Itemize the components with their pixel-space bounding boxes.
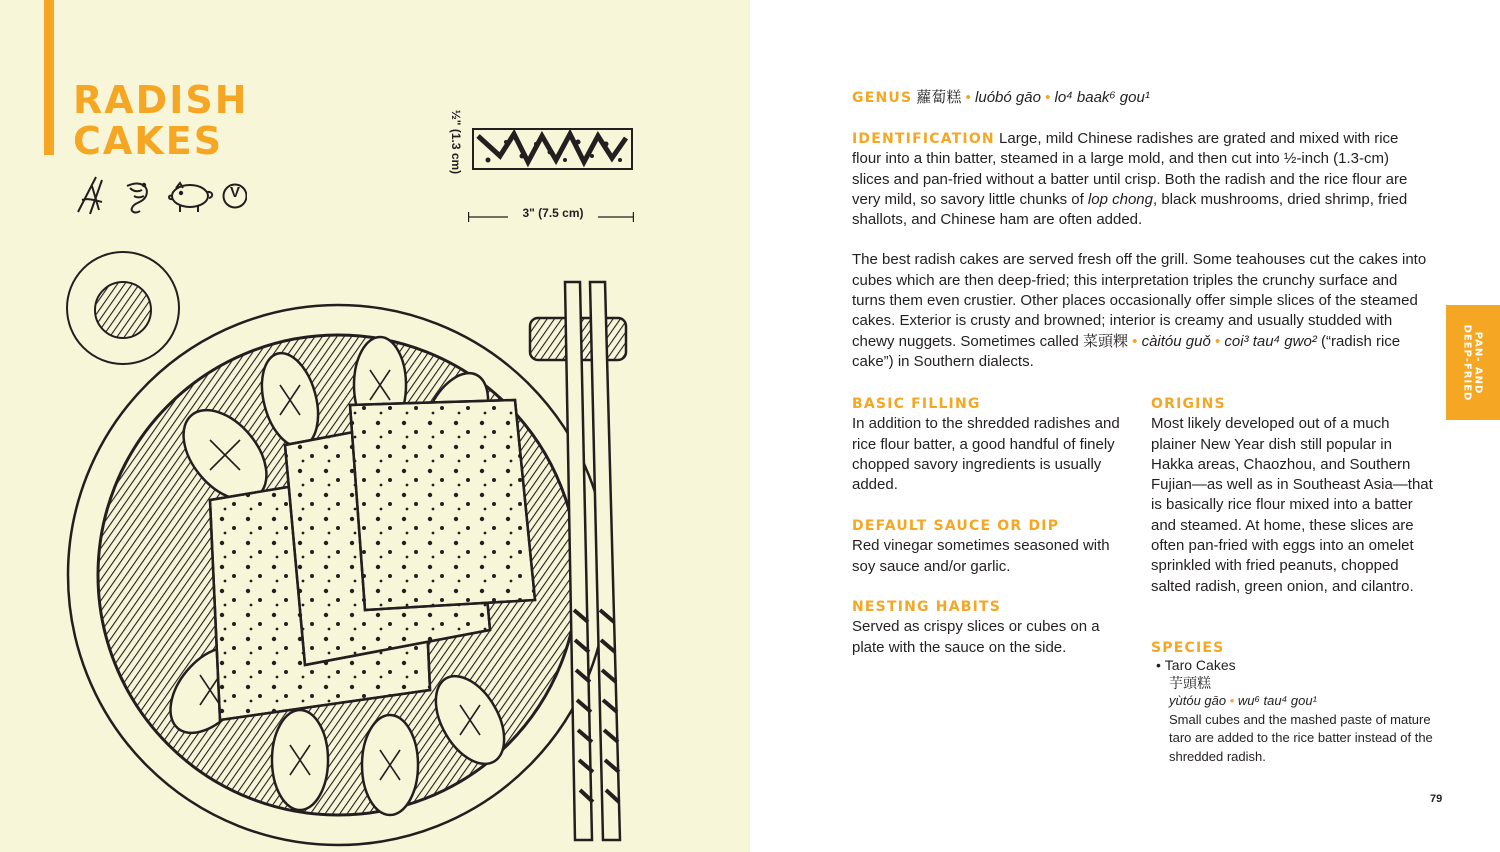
genus-mandarin: luóbó gāo [975,89,1041,106]
identification-label: IDENTIFICATION [852,131,995,147]
page-number: 79 [1430,793,1443,805]
separator-dot: • [965,89,971,106]
genus-cantonese: lo⁴ baak⁶ gou¹ [1054,89,1150,106]
species-name-line [1156,656,1456,674]
accent-bar [44,0,54,155]
bullet: • [1156,657,1165,673]
chapter-tab-line-1: PAN- AND [1472,331,1484,395]
nesting-habits-text: Served as crispy slices or cubes on a plate with the sauce on the side. [852,618,1100,656]
species-romanization [1169,692,1456,711]
species-mandarin: yùtóu gāo [1169,693,1227,708]
origins-label: ORIGINS [1151,396,1226,412]
chapter-tab-line-2: DEEP-FRIED [1461,324,1473,402]
identification-chinese: 菜頭粿 [1082,332,1128,350]
identification-pinyin: càitóu guǒ [1141,332,1211,350]
chopsticks-icon [78,177,102,214]
nesting-habits-section [852,597,1122,658]
separator-dot: • [1214,332,1221,350]
vegetarian-letter: V [229,184,240,201]
shrimp-icon [127,184,147,213]
separator-dot: • [1229,693,1235,708]
species-chinese: 芋頭糕 [1169,675,1211,691]
identification-section [852,129,1430,372]
title-line-2: CAKES [73,119,224,163]
chapter-tab-label [1462,306,1484,421]
identification-paragraph-1 [852,129,1430,230]
height-dimension-label: ½" (1.3 cm) [449,82,463,202]
default-sauce-text: Red vinegar sometimes seasoned with soy sauce and/or garlic. [852,537,1110,575]
identification-text-2b: (“radish rice cake”) in Southern dialects. [852,332,1401,370]
genus-label: GENUS [852,90,913,106]
basic-filling-label: BASIC FILLING [852,396,981,412]
identification-text-2a: The best radish cakes are served fresh off the grill. Some teahouses cut the cakes into cubes which are then deep-fried; this interpretation triples the crunchy surface and turns them even crustier. Other places occasionally offer simple slices of the steamed cakes. Exterior is crusty and browned; interior is creamy and usually studded with chewy nuggets. Sometimes called [852,251,1427,350]
species-item-taro-cakes [1156,656,1456,766]
title-line-1: RADISH [73,78,249,122]
pig-icon [169,183,212,212]
identification-paragraph-2 [852,250,1430,372]
species-description: Small cubes and the mashed paste of mature taro are added to the rice batter instead of the shredded radish. [1169,711,1433,764]
basic-filling-text: In addition to the shredded radishes and rice flour batter, a good handful of finely chopped savory ingredients is usually added. [852,415,1120,494]
identification-lop-chong: lop chong [1087,190,1153,208]
separator-dot: • [1045,89,1051,106]
origins-section [1151,394,1433,597]
species-name: Taro Cakes [1164,657,1236,673]
separator-dot: • [1132,332,1138,350]
default-sauce-section [852,516,1132,577]
radish-cakes-plate-illustration [60,250,640,850]
species-label: SPECIES [1151,640,1225,656]
species-details [1156,674,1456,766]
cake-slice-drawing [470,126,635,172]
nesting-habits-label: NESTING HABITS [852,599,1002,615]
species-cantonese: wu⁶ tau⁴ gou¹ [1237,693,1317,708]
category-icons [72,176,247,223]
genus-chinese: 蘿蔔糕 [916,89,962,106]
identification-dialect: coi³ tau⁴ gwo² [1224,332,1317,350]
basic-filling-section [852,394,1132,495]
width-dimension-label: 3" (7.5 cm) [508,206,598,220]
genus-section [852,88,1432,108]
origins-text: Most likely developed out of a much plainer New Year dish still popular in Hakka areas, Chaozhou, and Southern Fujian—as well as in Southeast Asia—that is basically rice flour mixed into a batter and steamed. At home, these slices are often pan-fried with eggs into an omelet sprinkled with fried peanuts, chopped salted radish, green onion, and cilantro. [1151,415,1433,595]
identification-text-1b: , black mushrooms, dried shrimp, fried shallots, and Chinese ham are often added. [852,190,1408,229]
page-title [73,80,249,162]
chapter-side-tab [1446,305,1500,420]
identification-text-1a: Large, mild Chinese radishes are grated and mixed with rice flour into a thin batter, steamed in a large mold, and then cut into ½-inch (1.3-cm) slices and pan-fried without a batter until crisp. Both the radish and the rice flour are very mild, so savory little chunks of [852,130,1408,208]
default-sauce-label: DEFAULT SAUCE OR DIP [852,518,1060,534]
